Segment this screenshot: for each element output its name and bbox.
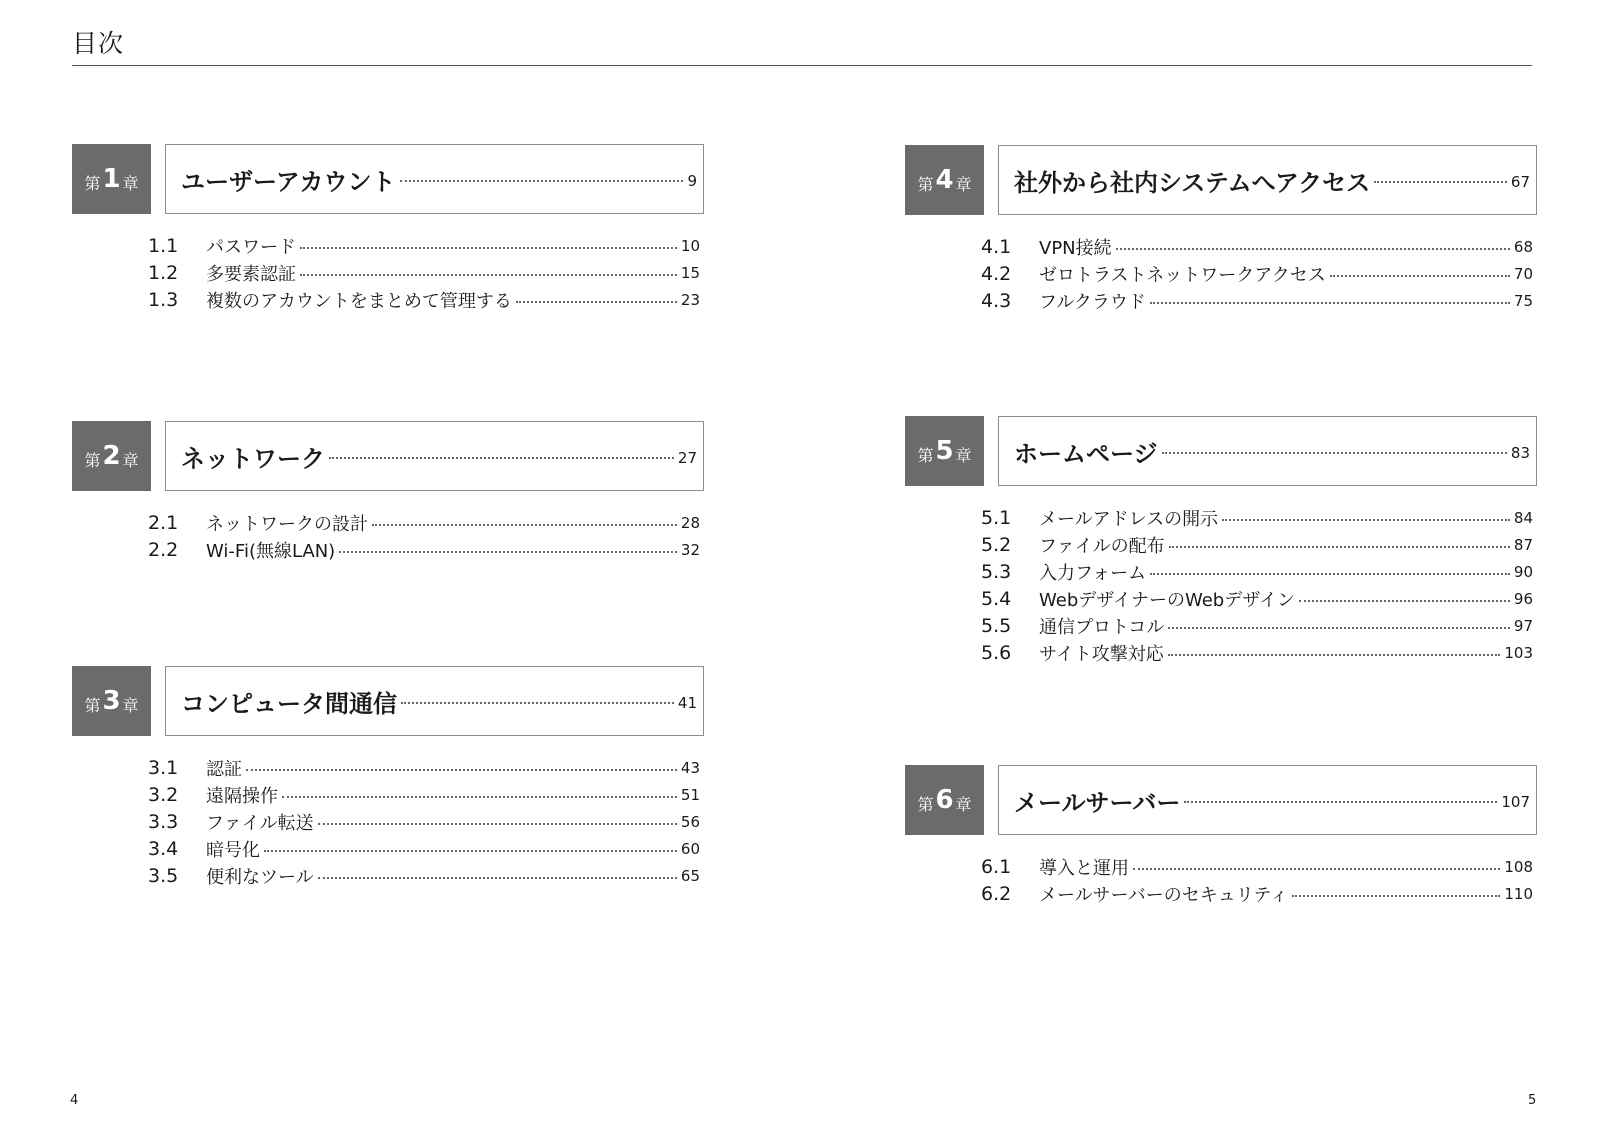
section-number: 3.4	[148, 837, 179, 860]
section-entry[interactable]	[148, 232, 704, 259]
section-entry[interactable]	[148, 536, 704, 563]
chapter-title: 社外から社内システムへアクセス	[1014, 168, 1371, 197]
chapter-suffix: 章	[955, 445, 972, 465]
section-entry[interactable]	[981, 853, 1537, 880]
dot-leader	[329, 457, 674, 459]
chapter-header	[72, 666, 704, 736]
dot-leader	[516, 301, 677, 303]
section-page: 65	[680, 866, 700, 885]
section-number: 3.1	[148, 756, 179, 779]
section-page: 15	[680, 263, 700, 282]
section-entry[interactable]	[148, 286, 704, 313]
section-page: 97	[1513, 616, 1533, 635]
section-title: 導入と運用	[1039, 857, 1129, 879]
chapter-title-box[interactable]	[165, 421, 704, 491]
section-page: 10	[680, 236, 700, 255]
chapter-header	[905, 416, 1537, 486]
chapter-prefix: 第	[84, 695, 101, 715]
section-number: 4.3	[981, 289, 1012, 312]
dot-leader	[1292, 895, 1500, 897]
chapter-badge	[72, 421, 151, 491]
chapter-page: 27	[677, 449, 697, 467]
section-title: ネットワークの設計	[206, 513, 368, 535]
chapter-header	[905, 765, 1537, 835]
section-title: 通信プロトコル	[1039, 616, 1165, 638]
page-title: 目次	[72, 29, 125, 58]
section-number: 5.4	[981, 587, 1012, 610]
dot-leader	[1168, 654, 1501, 656]
section-entry[interactable]	[148, 259, 704, 286]
chapter-number: 3	[102, 686, 121, 716]
dot-leader	[1222, 519, 1510, 521]
section-entry[interactable]	[981, 612, 1537, 639]
chapter-badge	[905, 416, 984, 486]
section-number: 1.2	[148, 261, 179, 284]
dot-leader	[1299, 600, 1510, 602]
section-number: 4.1	[981, 235, 1012, 258]
chapter-badge	[905, 765, 984, 835]
chapter-title: メールサーバー	[1014, 788, 1181, 817]
section-entry[interactable]	[981, 558, 1537, 585]
dot-leader	[339, 551, 677, 553]
section-number: 1.1	[148, 234, 179, 257]
chapter-header	[905, 145, 1537, 215]
dot-leader	[1169, 546, 1510, 548]
section-title: WebデザイナーのWebデザイン	[1039, 589, 1295, 611]
section-number: 3.3	[148, 810, 179, 833]
chapter-number: 5	[935, 436, 954, 466]
chapter-suffix: 章	[122, 450, 139, 470]
chapter-title-box[interactable]	[998, 416, 1537, 486]
section-entry[interactable]	[981, 260, 1537, 287]
dot-leader	[1133, 868, 1500, 870]
chapter-title: ユーザーアカウント	[181, 167, 396, 196]
chapter-title: ネットワーク	[181, 444, 325, 473]
section-title: 多要素認証	[206, 263, 296, 285]
section-entry[interactable]	[148, 808, 704, 835]
section-entry[interactable]	[981, 287, 1537, 314]
section-number: 5.2	[981, 533, 1012, 556]
chapter-suffix: 章	[122, 173, 139, 193]
section-title: メールアドレスの開示	[1039, 508, 1219, 530]
section-title: パスワード	[206, 236, 296, 258]
chapter-5	[905, 416, 1537, 666]
chapter-prefix: 第	[917, 445, 934, 465]
dot-leader	[318, 877, 677, 879]
section-page: 110	[1504, 884, 1533, 903]
dot-leader	[1168, 627, 1510, 629]
section-title: 暗号化	[206, 839, 260, 861]
chapter-badge	[905, 145, 984, 215]
section-number: 2.2	[148, 538, 179, 561]
chapter-page: 9	[687, 172, 697, 190]
chapter-header	[72, 144, 704, 214]
section-entry[interactable]	[981, 585, 1537, 612]
section-number: 6.2	[981, 882, 1012, 905]
section-title: ファイル転送	[206, 812, 314, 834]
section-list	[72, 232, 704, 313]
section-title: 便利なツール	[206, 866, 314, 888]
section-page: 60	[680, 839, 700, 858]
section-page: 32	[680, 540, 700, 559]
section-page: 87	[1513, 535, 1533, 554]
dot-leader	[264, 850, 677, 852]
section-entry[interactable]	[981, 639, 1537, 666]
section-number: 1.3	[148, 288, 179, 311]
dot-leader	[372, 524, 677, 526]
section-number: 5.1	[981, 506, 1012, 529]
section-entry[interactable]	[981, 531, 1537, 558]
section-page: 90	[1513, 562, 1533, 581]
section-title: 遠隔操作	[206, 785, 278, 807]
section-title: サイト攻撃対応	[1039, 643, 1164, 665]
section-page: 70	[1513, 264, 1533, 283]
dot-leader	[1150, 302, 1510, 304]
section-number: 5.6	[981, 641, 1012, 664]
section-number: 5.3	[981, 560, 1012, 583]
chapter-header	[72, 421, 704, 491]
chapter-badge	[72, 144, 151, 214]
section-title: フルクラウド	[1039, 291, 1146, 313]
section-entry[interactable]	[148, 754, 704, 781]
chapter-page: 83	[1510, 444, 1530, 462]
section-list	[72, 754, 704, 889]
chapter-1	[72, 144, 704, 313]
dot-leader	[1162, 452, 1507, 454]
page-number-right: 5	[1528, 1093, 1537, 1108]
chapter-number: 4	[935, 165, 954, 195]
dot-leader	[401, 702, 674, 704]
chapter-prefix: 第	[84, 173, 101, 193]
section-list	[905, 504, 1537, 666]
section-number: 3.2	[148, 783, 179, 806]
dot-leader	[282, 796, 677, 798]
dot-leader	[400, 180, 684, 182]
section-title: VPN接続	[1039, 237, 1112, 259]
chapter-suffix: 章	[122, 695, 139, 715]
chapter-prefix: 第	[917, 174, 934, 194]
section-number: 2.1	[148, 511, 179, 534]
section-entry[interactable]	[981, 880, 1537, 907]
chapter-page: 41	[677, 694, 697, 712]
section-entry[interactable]	[148, 509, 704, 536]
dot-leader	[300, 274, 677, 276]
chapter-page: 67	[1510, 173, 1530, 191]
section-page: 43	[680, 758, 700, 777]
chapter-suffix: 章	[955, 794, 972, 814]
section-page: 96	[1513, 589, 1533, 608]
title-rule	[72, 65, 1532, 66]
dot-leader	[1374, 181, 1507, 183]
chapter-title-box[interactable]	[165, 666, 704, 736]
dot-leader	[246, 769, 677, 771]
dot-leader	[300, 247, 677, 249]
section-page: 75	[1513, 291, 1533, 310]
chapter-number: 2	[102, 441, 121, 471]
dot-leader	[1116, 248, 1510, 250]
section-page: 108	[1504, 857, 1533, 876]
section-title: Wi-Fi(無線LAN)	[206, 540, 336, 562]
dot-leader	[318, 823, 677, 825]
section-page: 51	[680, 785, 700, 804]
section-page: 68	[1513, 237, 1533, 256]
chapter-title-box[interactable]	[165, 144, 704, 214]
chapter-3	[72, 666, 704, 889]
chapter-2	[72, 421, 704, 563]
section-title: 入力フォーム	[1039, 562, 1147, 584]
dot-leader	[1330, 275, 1510, 277]
page-number-left: 4	[70, 1093, 79, 1108]
chapter-prefix: 第	[84, 450, 101, 470]
chapter-title: ホームページ	[1014, 439, 1158, 468]
section-entry[interactable]	[981, 233, 1537, 260]
section-entry[interactable]	[148, 835, 704, 862]
section-page: 28	[680, 513, 700, 532]
chapter-title-box[interactable]	[998, 765, 1537, 835]
section-list	[905, 233, 1537, 314]
section-entry[interactable]	[981, 504, 1537, 531]
section-title: ファイルの配布	[1039, 535, 1165, 557]
section-list	[905, 853, 1537, 907]
section-page: 56	[680, 812, 700, 831]
chapter-title: コンピュータ間通信	[181, 689, 397, 718]
section-list	[72, 509, 704, 563]
chapter-suffix: 章	[955, 174, 972, 194]
section-title: メールサーバーのセキュリティ	[1039, 884, 1288, 906]
section-page: 23	[680, 290, 700, 309]
chapter-prefix: 第	[917, 794, 934, 814]
section-number: 6.1	[981, 855, 1012, 878]
chapter-4	[905, 145, 1537, 314]
section-title: ゼロトラストネットワークアクセス	[1039, 264, 1326, 286]
section-number: 5.5	[981, 614, 1012, 637]
chapter-title-box[interactable]	[998, 145, 1537, 215]
chapter-6	[905, 765, 1537, 907]
chapter-badge	[72, 666, 151, 736]
section-title: 認証	[206, 758, 242, 780]
dot-leader	[1184, 801, 1497, 803]
section-number: 4.2	[981, 262, 1012, 285]
chapter-number: 6	[935, 785, 954, 815]
section-entry[interactable]	[148, 781, 704, 808]
section-entry[interactable]	[148, 862, 704, 889]
section-page: 84	[1513, 508, 1533, 527]
chapter-number: 1	[102, 164, 121, 194]
section-number: 3.5	[148, 864, 179, 887]
section-title: 複数のアカウントをまとめて管理する	[206, 290, 512, 312]
chapter-page: 107	[1501, 793, 1530, 811]
section-page: 103	[1504, 643, 1533, 662]
dot-leader	[1150, 573, 1510, 575]
